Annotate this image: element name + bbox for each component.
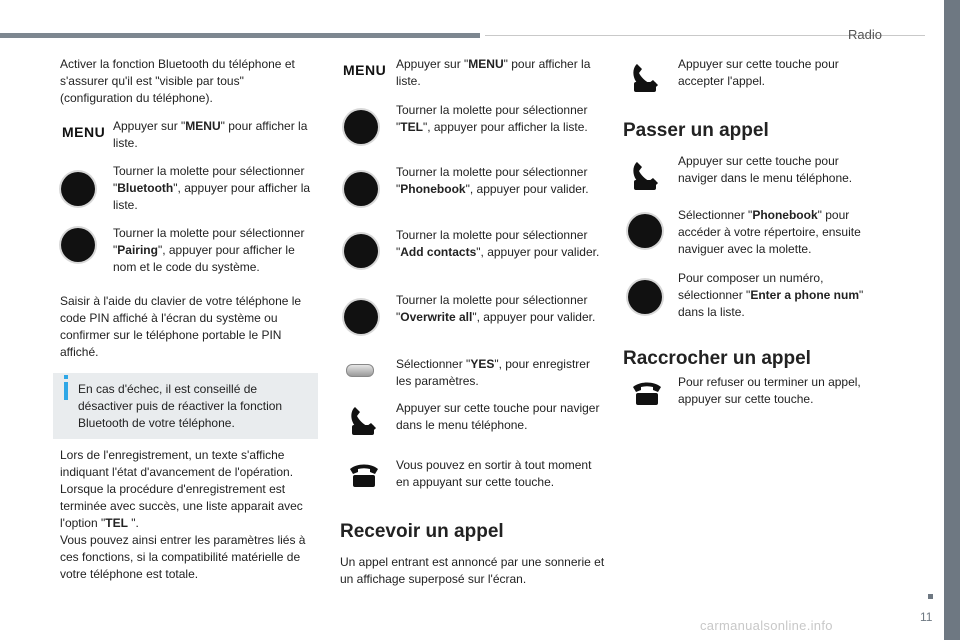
heading-make-call: Passer un appel — [623, 120, 769, 141]
call-menu-text: Appuyer sur cette touche pour naviger dans le menu téléphone. — [678, 154, 853, 185]
step-phone-menu: Appuyer sur cette touche pour naviger dans le menu téléphone. — [396, 401, 600, 432]
header-rule — [0, 33, 480, 38]
ok-button-icon — [346, 364, 374, 377]
phone-accept-icon — [628, 60, 662, 94]
info-icon — [64, 375, 68, 379]
step-exit: Vous pouvez en sortir à tout moment en appuyant sur cette touche. — [396, 458, 592, 489]
phone-hangup-icon — [347, 460, 381, 490]
info-icon-bar — [64, 382, 68, 400]
step-pairing: Tourner la molette pour sélectionner "Pairing", appuyer pour afficher le nom et le code du système. — [113, 226, 305, 274]
page-dot — [928, 594, 933, 599]
pin-text: Saisir à l'aide du clavier de votre téléphone le code PIN affiché à l'écran du système ou confirmer sur le téléphone portable le PIN affiché. — [60, 294, 302, 359]
page-number: 11 — [920, 610, 933, 624]
hangup-text: Pour refuser ou terminer un appel, appuyer sur cette touche. — [678, 375, 861, 406]
step-add-contacts: Tourner la molette pour sélectionner "Add contacts", appuyer pour valider. — [396, 228, 600, 259]
receive-text: Un appel entrant est annoncé par une sonnerie et un affichage superposé sur l'écran. — [340, 555, 605, 586]
step-phonebook: Tourner la molette pour sélectionner "Phonebook", appuyer pour valider. — [396, 165, 589, 196]
heading-receive-call: Recevoir un appel — [340, 521, 504, 542]
outro-text: Lors de l'enregistrement, un texte s'affiche indiquant l'état d'avancement de l'opération. Lorsque la procédure d'enregistrement est terminée avec succès, une liste apparait avec l'option "TEL ". Vous pouvez ainsi entrer les paramètres liés à ces fonctions, si la compatibilité matérielle de votre téléphone est totale. — [60, 448, 306, 581]
page-edge-tab — [944, 0, 960, 640]
step-overwrite: Tourner la molette pour sélectionner "Overwrite all", appuyer pour valider. — [396, 293, 596, 324]
rotary-knob-icon — [628, 280, 662, 314]
rotary-knob-icon — [344, 110, 378, 144]
info-note-text: En cas d'échec, il est conseillé de désactiver puis de réactiver la fonction Bluetooth de votre téléphone. — [78, 382, 283, 430]
menu-button-icon: MENU — [343, 62, 387, 78]
phone-accept-icon — [628, 158, 662, 192]
rotary-knob-icon — [628, 214, 662, 248]
step-bluetooth: Tourner la molette pour sélectionner "Bluetooth", appuyer pour afficher la liste. — [113, 164, 311, 212]
rotary-knob-icon — [344, 234, 378, 268]
rotary-knob-icon — [61, 228, 95, 262]
step-yes: Sélectionner "YES", pour enregistrer les paramètres. — [396, 357, 590, 388]
rotary-knob-icon — [344, 172, 378, 206]
watermark: carmanualsonline.info — [700, 618, 833, 633]
menu-button-icon: MENU — [62, 124, 106, 140]
step-menu: Appuyer sur "MENU" pour afficher la liste. — [396, 57, 591, 88]
phone-accept-icon — [346, 403, 380, 437]
intro-text: Activer la fonction Bluetooth du téléphone et s'assurer qu'il est "visible par tous" (configuration du téléphone). — [60, 57, 295, 105]
accept-text: Appuyer sur cette touche pour accepter l'appel. — [678, 57, 839, 88]
step-tel: Tourner la molette pour sélectionner "TEL", appuyer pour afficher la liste. — [396, 103, 588, 134]
section-title: Radio — [848, 27, 882, 42]
phone-hangup-icon — [630, 378, 664, 408]
step-menu: Appuyer sur "MENU" pour afficher la liste. — [113, 119, 308, 150]
call-dial-text: Pour composer un numéro, sélectionner "Enter a phone num" dans la liste. — [678, 271, 864, 319]
rotary-knob-icon — [61, 172, 95, 206]
rotary-knob-icon — [344, 300, 378, 334]
call-phonebook-text: Sélectionner "Phonebook" pour accéder à votre répertoire, ensuite naviguer avec la molette. — [678, 208, 861, 256]
heading-hang-up: Raccrocher un appel — [623, 348, 811, 369]
info-note — [53, 373, 318, 439]
